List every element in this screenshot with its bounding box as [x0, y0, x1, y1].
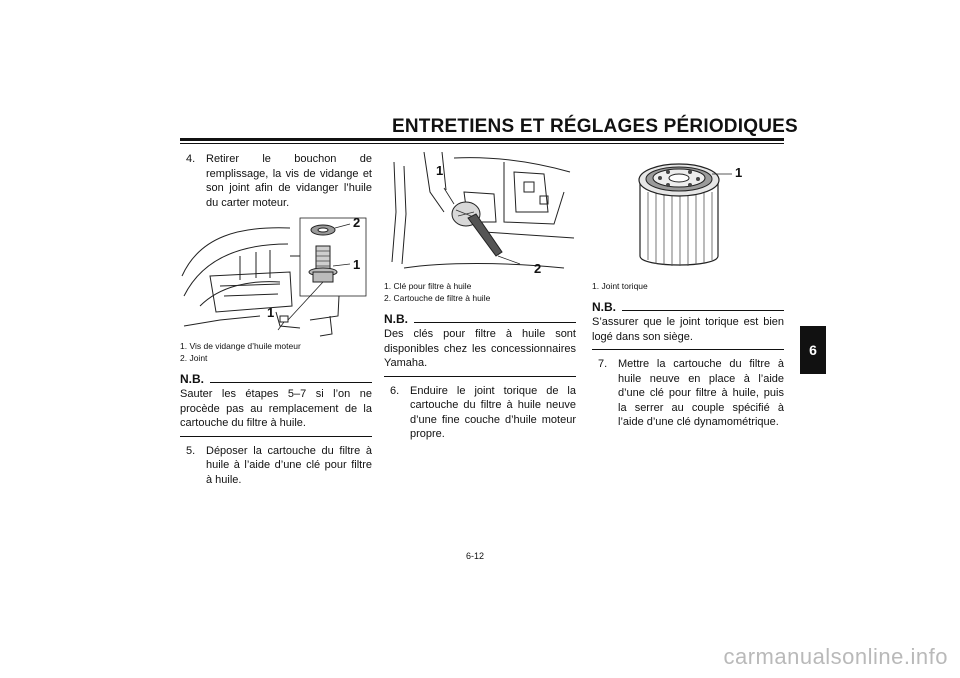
step-5 [180, 444, 372, 488]
header-rule-thin [180, 143, 784, 144]
nb-header [592, 300, 784, 314]
nb-text: Des clés pour filtre à huile sont disponibles chez les concessionnaires Yamaha. [384, 328, 576, 369]
watermark: carmanualsonline.info [723, 644, 948, 669]
step-number: 4. [186, 153, 196, 165]
page-number: 6-12 [466, 551, 485, 561]
step-7 [592, 357, 784, 430]
nb-header [384, 312, 576, 326]
section-tab: 6 [800, 326, 826, 374]
caption-item: 1. Vis de vidange d’huile moteur [180, 341, 301, 351]
header-rule-thick [180, 138, 784, 141]
nb-header [180, 372, 372, 386]
page-title: ENTRETIENS ET RÉGLAGES PÉRIODIQUES [392, 116, 798, 137]
step-text: Retirer le bouchon de remplissage, la vis de vidange et son joint afin de vidanger l’huile du carter moteur. [206, 153, 372, 209]
callout-number: 2 [534, 261, 542, 276]
caption-item: 2. Joint [180, 353, 208, 363]
callout-number: 1 [353, 257, 361, 272]
callout-number: 1 [267, 305, 275, 320]
caption-item: 2. Cartouche de filtre à huile [384, 293, 491, 303]
step-text: Mettre la cartouche du filtre à huile neuve en place à l’aide d’une clé pour filtre à huile, puis la serrer au couple spécifié à l’aide d’une clé dynamométrique. [618, 358, 784, 428]
step-text: Enduire le joint torique de la cartouche du filtre à huile neuve d’une fine couche d’huile moteur propre. [410, 384, 576, 440]
callout-number: 2 [353, 215, 361, 230]
drain-bolt-illustration [180, 216, 372, 338]
caption-item: 1. Joint torique [592, 281, 648, 291]
step-6 [384, 384, 576, 442]
oil-filter-illustration [592, 152, 784, 278]
nb-label: N.B. [384, 312, 408, 326]
nb-text: S’assurer que le joint torique est bien logé dans son siège. [592, 316, 784, 343]
nb-rule [414, 322, 576, 323]
nb-end-rule [592, 349, 784, 350]
step-number: 7. [598, 358, 608, 370]
column-3 [592, 152, 784, 430]
nb-end-rule [180, 436, 372, 437]
filter-wrench-drawing [384, 152, 576, 278]
caption-item: 1. Clé pour filtre à huile [384, 281, 472, 291]
drain-bolt-drawing [180, 216, 372, 338]
nb-label: N.B. [180, 372, 204, 386]
column-1 [180, 152, 372, 487]
nb-rule [210, 382, 372, 383]
nb-end-rule [384, 376, 576, 377]
nb-text: Sauter les étapes 5–7 si l’on ne procède pas au remplacement de la cartouche du filtre à huile. [180, 388, 372, 429]
step-text: Déposer la cartouche du filtre à huile à l’aide d’une clé pour filtre à huile. [206, 444, 372, 486]
column-2 [384, 152, 576, 442]
nb-rule [622, 310, 784, 311]
step-number: 5. [186, 444, 196, 457]
step-number: 6. [390, 384, 400, 397]
callout-number: 1 [436, 163, 444, 178]
nb-label: N.B. [592, 300, 616, 314]
callout-number: 1 [735, 165, 743, 180]
oil-filter-drawing [592, 152, 784, 278]
step-4 [180, 152, 372, 210]
filter-wrench-illustration [384, 152, 576, 278]
